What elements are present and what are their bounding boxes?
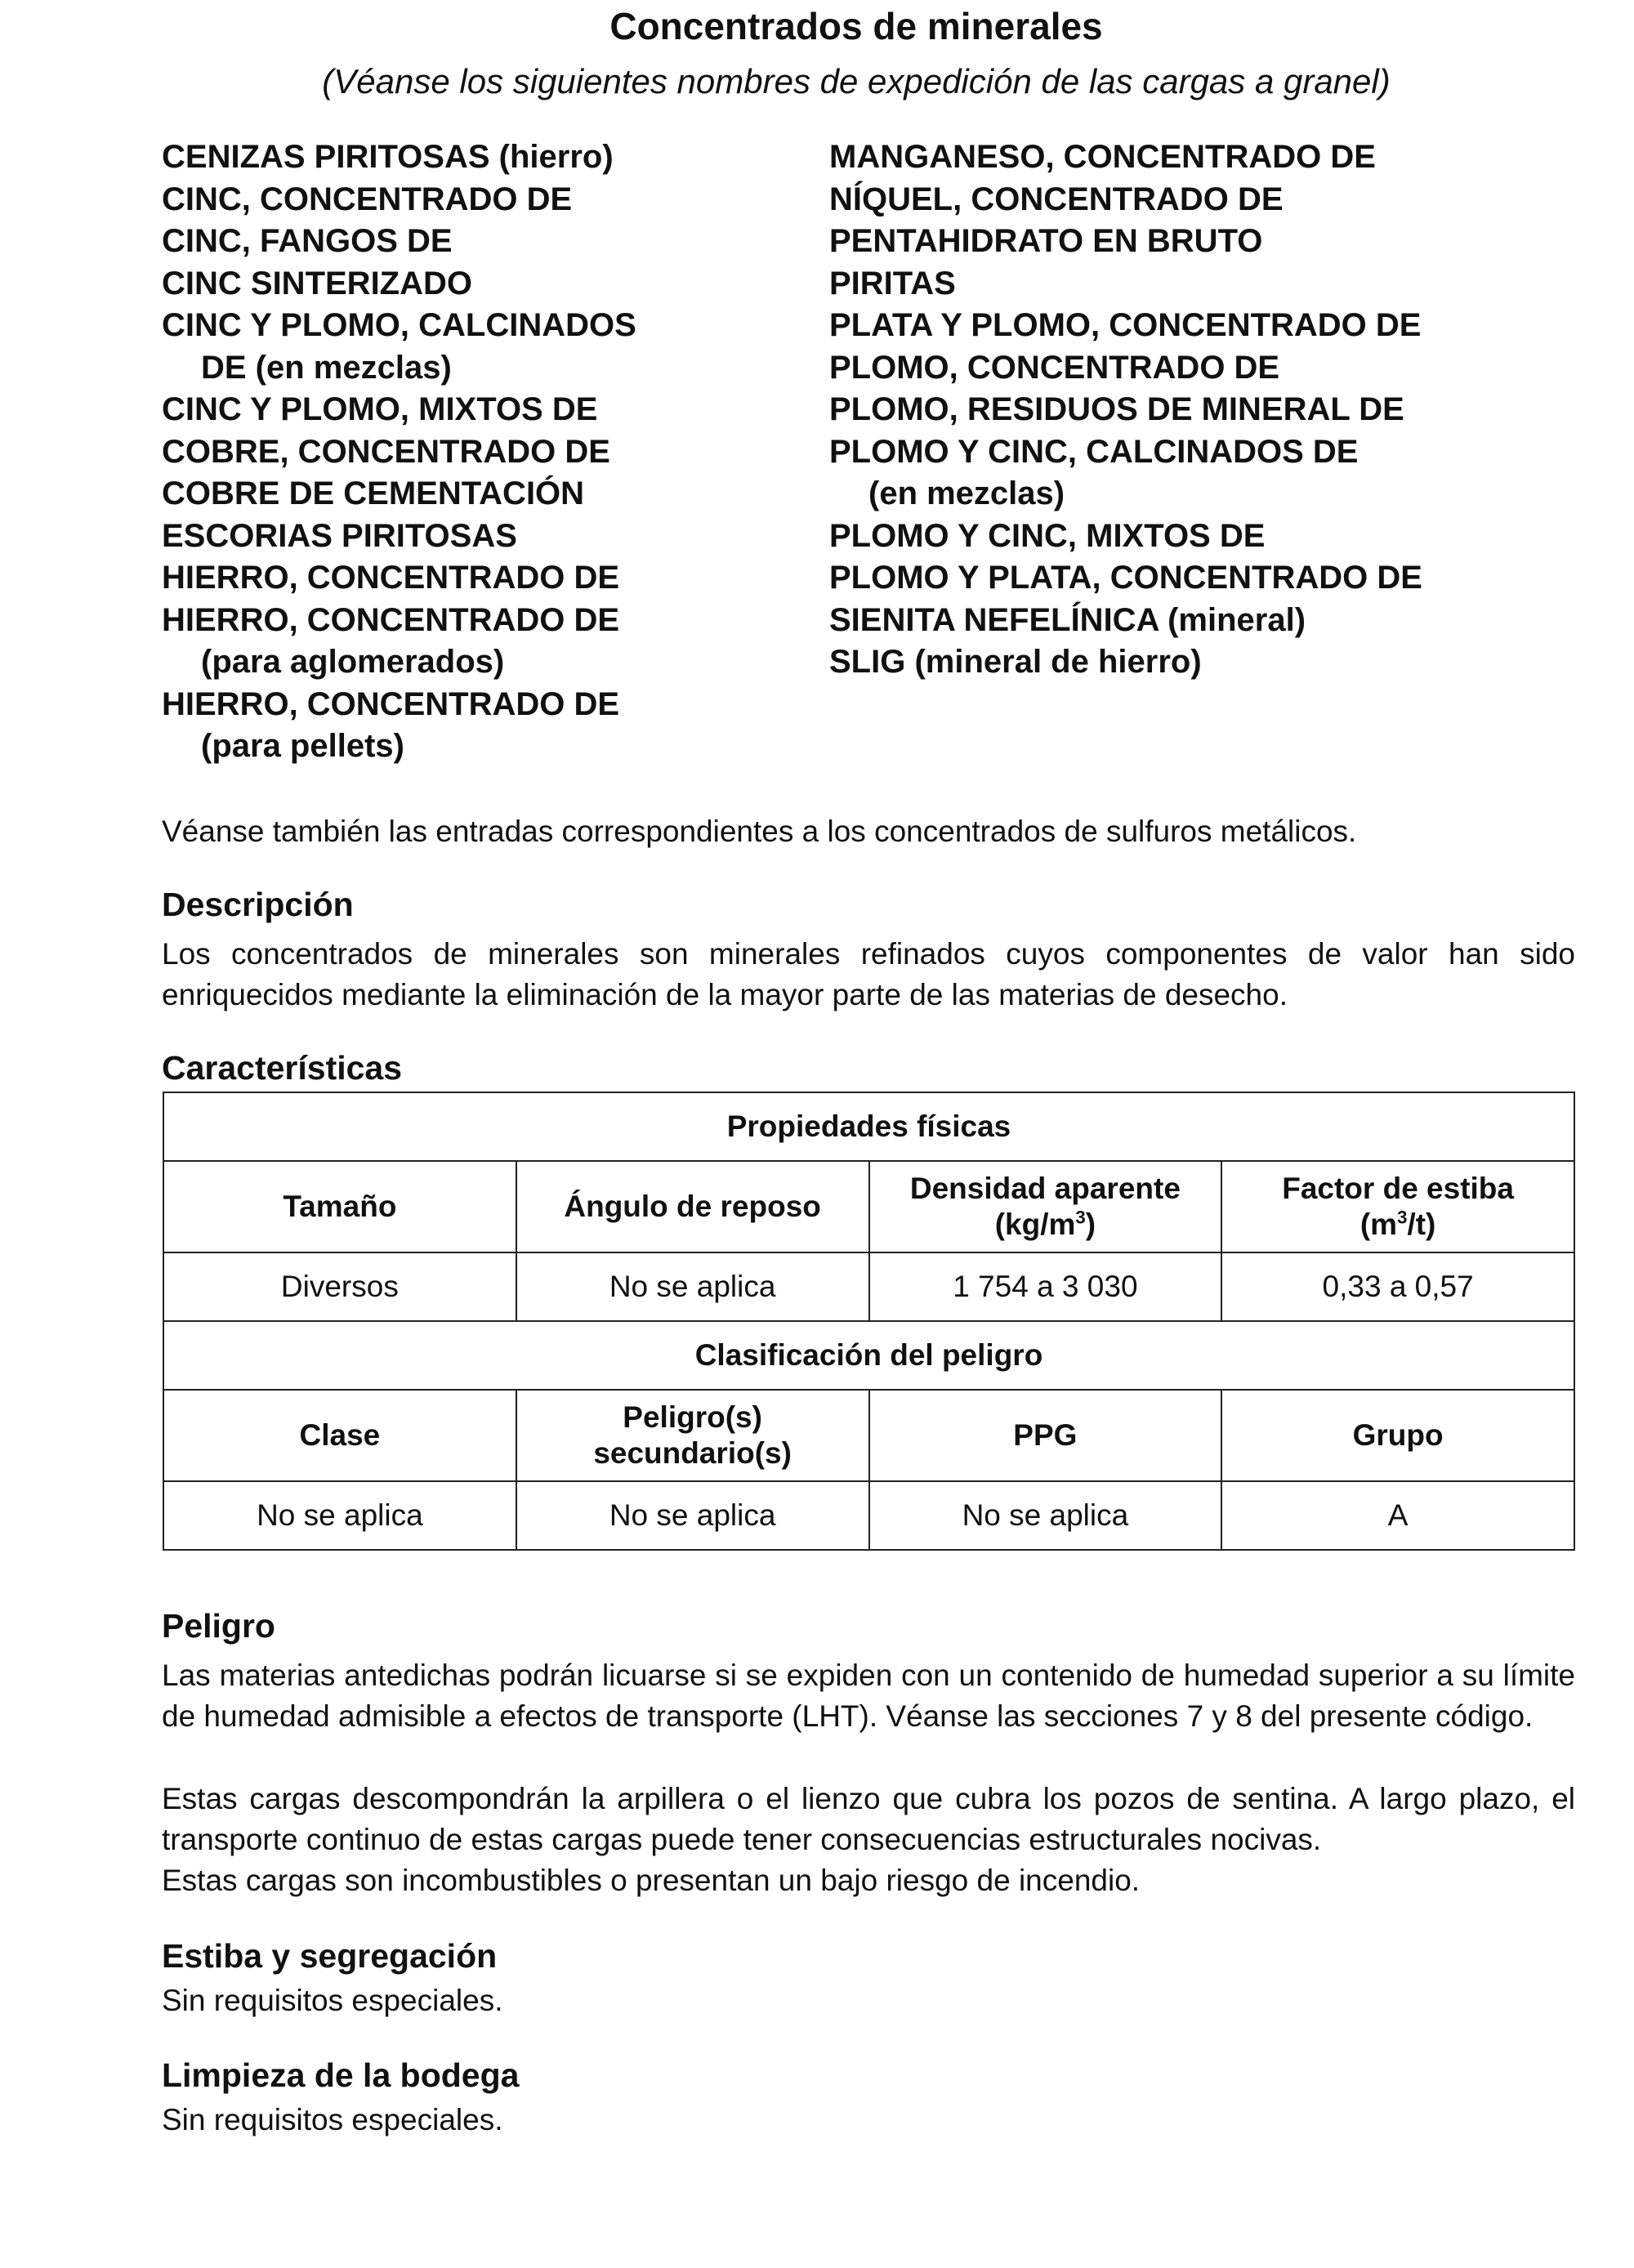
shipping-name-continuation: (para pellets) xyxy=(201,728,404,764)
factor-label: Factor de estiba xyxy=(1282,1172,1514,1205)
shipping-name-item: PLOMO, RESIDUOS DE MINERAL DE xyxy=(829,391,1404,427)
propiedades-fisicas-header: Propiedades físicas xyxy=(163,1092,1574,1161)
shipping-name-item: SLIG (mineral de hierro) xyxy=(829,644,1202,680)
table-cell: Diversos xyxy=(163,1252,516,1321)
shipping-name-item: CENIZAS PIRITOSAS (hierro) xyxy=(162,139,614,175)
column-header-angulo-reposo: Ángulo de reposo xyxy=(516,1161,869,1252)
shipping-name-item: CINC SINTERIZADO xyxy=(162,265,472,301)
estiba-text: Sin requisitos especiales. xyxy=(162,1984,503,2017)
document-title: Concentrados de minerales xyxy=(609,5,1103,47)
clasificacion-peligro-header: Clasificación del peligro xyxy=(163,1321,1574,1390)
column-header-densidad-aparente xyxy=(869,1161,1222,1252)
peligro-paragraph-2: Estas cargas descompondrán la arpillera o el lienzo que cubra los pozos de sentina. A largo plazo, el transporte continuo de estas cargas puede tener consecuencias estructurales nocivas. xyxy=(162,1782,1575,1856)
shipping-name-item: CINC, FANGOS DE xyxy=(162,223,453,259)
shipping-name-item: PLATA Y PLOMO, CONCENTRADO DE xyxy=(829,307,1422,343)
table-cell: 1 754 a 3 030 xyxy=(869,1252,1222,1321)
table-row xyxy=(163,1252,1574,1321)
column-header-tamano: Tamaño xyxy=(163,1161,516,1252)
shipping-name-item: PENTAHIDRATO EN BRUTO xyxy=(829,223,1263,259)
table-cell: No se aplica xyxy=(516,1481,869,1550)
peligro-paragraph-3: Estas cargas son incombustibles o presentan un bajo riesgo de incendio. xyxy=(162,1864,1141,1897)
densidad-label: Densidad aparente xyxy=(909,1172,1181,1205)
descripcion-text: Los concentrados de minerales son minerales refinados cuyos componentes de valor han sido enriquecidos mediante la eliminación de la mayor parte de las materias de desecho. xyxy=(162,937,1575,1011)
peligro-paragraph-1: Las materias antedichas podrán licuarse si se expiden con un contenido de humedad superior a su límite de humedad admisible a efectos de transporte (LHT). Véanse las secciones 7 y 8 del presente código. xyxy=(162,1659,1575,1733)
shipping-name-item: PLOMO Y CINC, CALCINADOS DE xyxy=(829,433,1359,470)
shipping-name-item: CINC, CONCENTRADO DE xyxy=(162,181,573,217)
shipping-names-left-column xyxy=(162,136,832,768)
see-also-note: Véanse también las entradas correspondientes a los concentrados de sulfuros metálicos. xyxy=(162,815,1357,848)
descripcion-heading: Descripción xyxy=(162,886,354,923)
shipping-name-continuation: (en mezclas) xyxy=(868,475,1065,511)
column-header-grupo: Grupo xyxy=(1221,1390,1574,1481)
peligro-heading: Peligro xyxy=(162,1607,275,1645)
shipping-name-item: HIERRO, CONCENTRADO DE xyxy=(162,560,620,596)
shipping-names-right-column xyxy=(829,136,1548,684)
shipping-name-item: NÍQUEL, CONCENTRADO DE xyxy=(829,181,1284,217)
limpieza-heading: Limpieza de la bodega xyxy=(162,2056,520,2094)
shipping-name-item: PLOMO Y PLATA, CONCENTRADO DE xyxy=(829,560,1422,596)
shipping-name-item: ESCORIAS PIRITOSAS xyxy=(162,517,517,554)
estiba-heading: Estiba y segregación xyxy=(162,1937,498,1975)
column-header-clase: Clase xyxy=(163,1390,516,1481)
shipping-name-item: CINC Y PLOMO, CALCINADOS xyxy=(162,307,636,343)
shipping-name-continuation: (para aglomerados) xyxy=(201,644,505,680)
shipping-name-item: SIENITA NEFELÍNICA (mineral) xyxy=(829,601,1306,638)
caracteristicas-heading: Características xyxy=(162,1049,403,1087)
table-cell: A xyxy=(1221,1481,1574,1550)
shipping-name-item: PIRITAS xyxy=(829,265,956,301)
table-cell: 0,33 a 0,57 xyxy=(1221,1252,1574,1321)
table-cell: No se aplica xyxy=(163,1481,516,1550)
shipping-name-item: PLOMO, CONCENTRADO DE xyxy=(829,349,1280,386)
shipping-name-item: HIERRO, CONCENTRADO DE xyxy=(162,685,620,722)
densidad-unit: $(kg/m^3)$ xyxy=(994,1207,1096,1241)
shipping-name-item: COBRE, CONCENTRADO DE xyxy=(162,433,610,470)
table-row xyxy=(163,1481,1574,1550)
table-cell: No se aplica xyxy=(869,1481,1222,1550)
table-cell: No se aplica xyxy=(516,1252,869,1321)
column-header-peligros-secundarios: Peligro(s) secundario(s) xyxy=(516,1390,869,1481)
column-header-ppg: PPG xyxy=(869,1390,1222,1481)
characteristics-table xyxy=(163,1092,1575,1551)
column-header-factor-estiba xyxy=(1221,1161,1574,1252)
shipping-name-continuation: DE (en mezclas) xyxy=(201,349,452,386)
factor-unit: $(m^3/t)$ xyxy=(1359,1207,1436,1241)
shipping-name-item: CINC Y PLOMO, MIXTOS DE xyxy=(162,391,598,427)
shipping-name-item: HIERRO, CONCENTRADO DE xyxy=(162,601,620,638)
shipping-name-item: COBRE DE CEMENTACIÓN xyxy=(162,475,585,511)
document-subtitle: (Véanse los siguientes nombres de expedición de las cargas a granel) xyxy=(322,62,1391,100)
limpieza-text: Sin requisitos especiales. xyxy=(162,2103,503,2136)
shipping-name-item: MANGANESO, CONCENTRADO DE xyxy=(829,139,1376,175)
shipping-name-item: PLOMO Y CINC, MIXTOS DE xyxy=(829,517,1266,554)
